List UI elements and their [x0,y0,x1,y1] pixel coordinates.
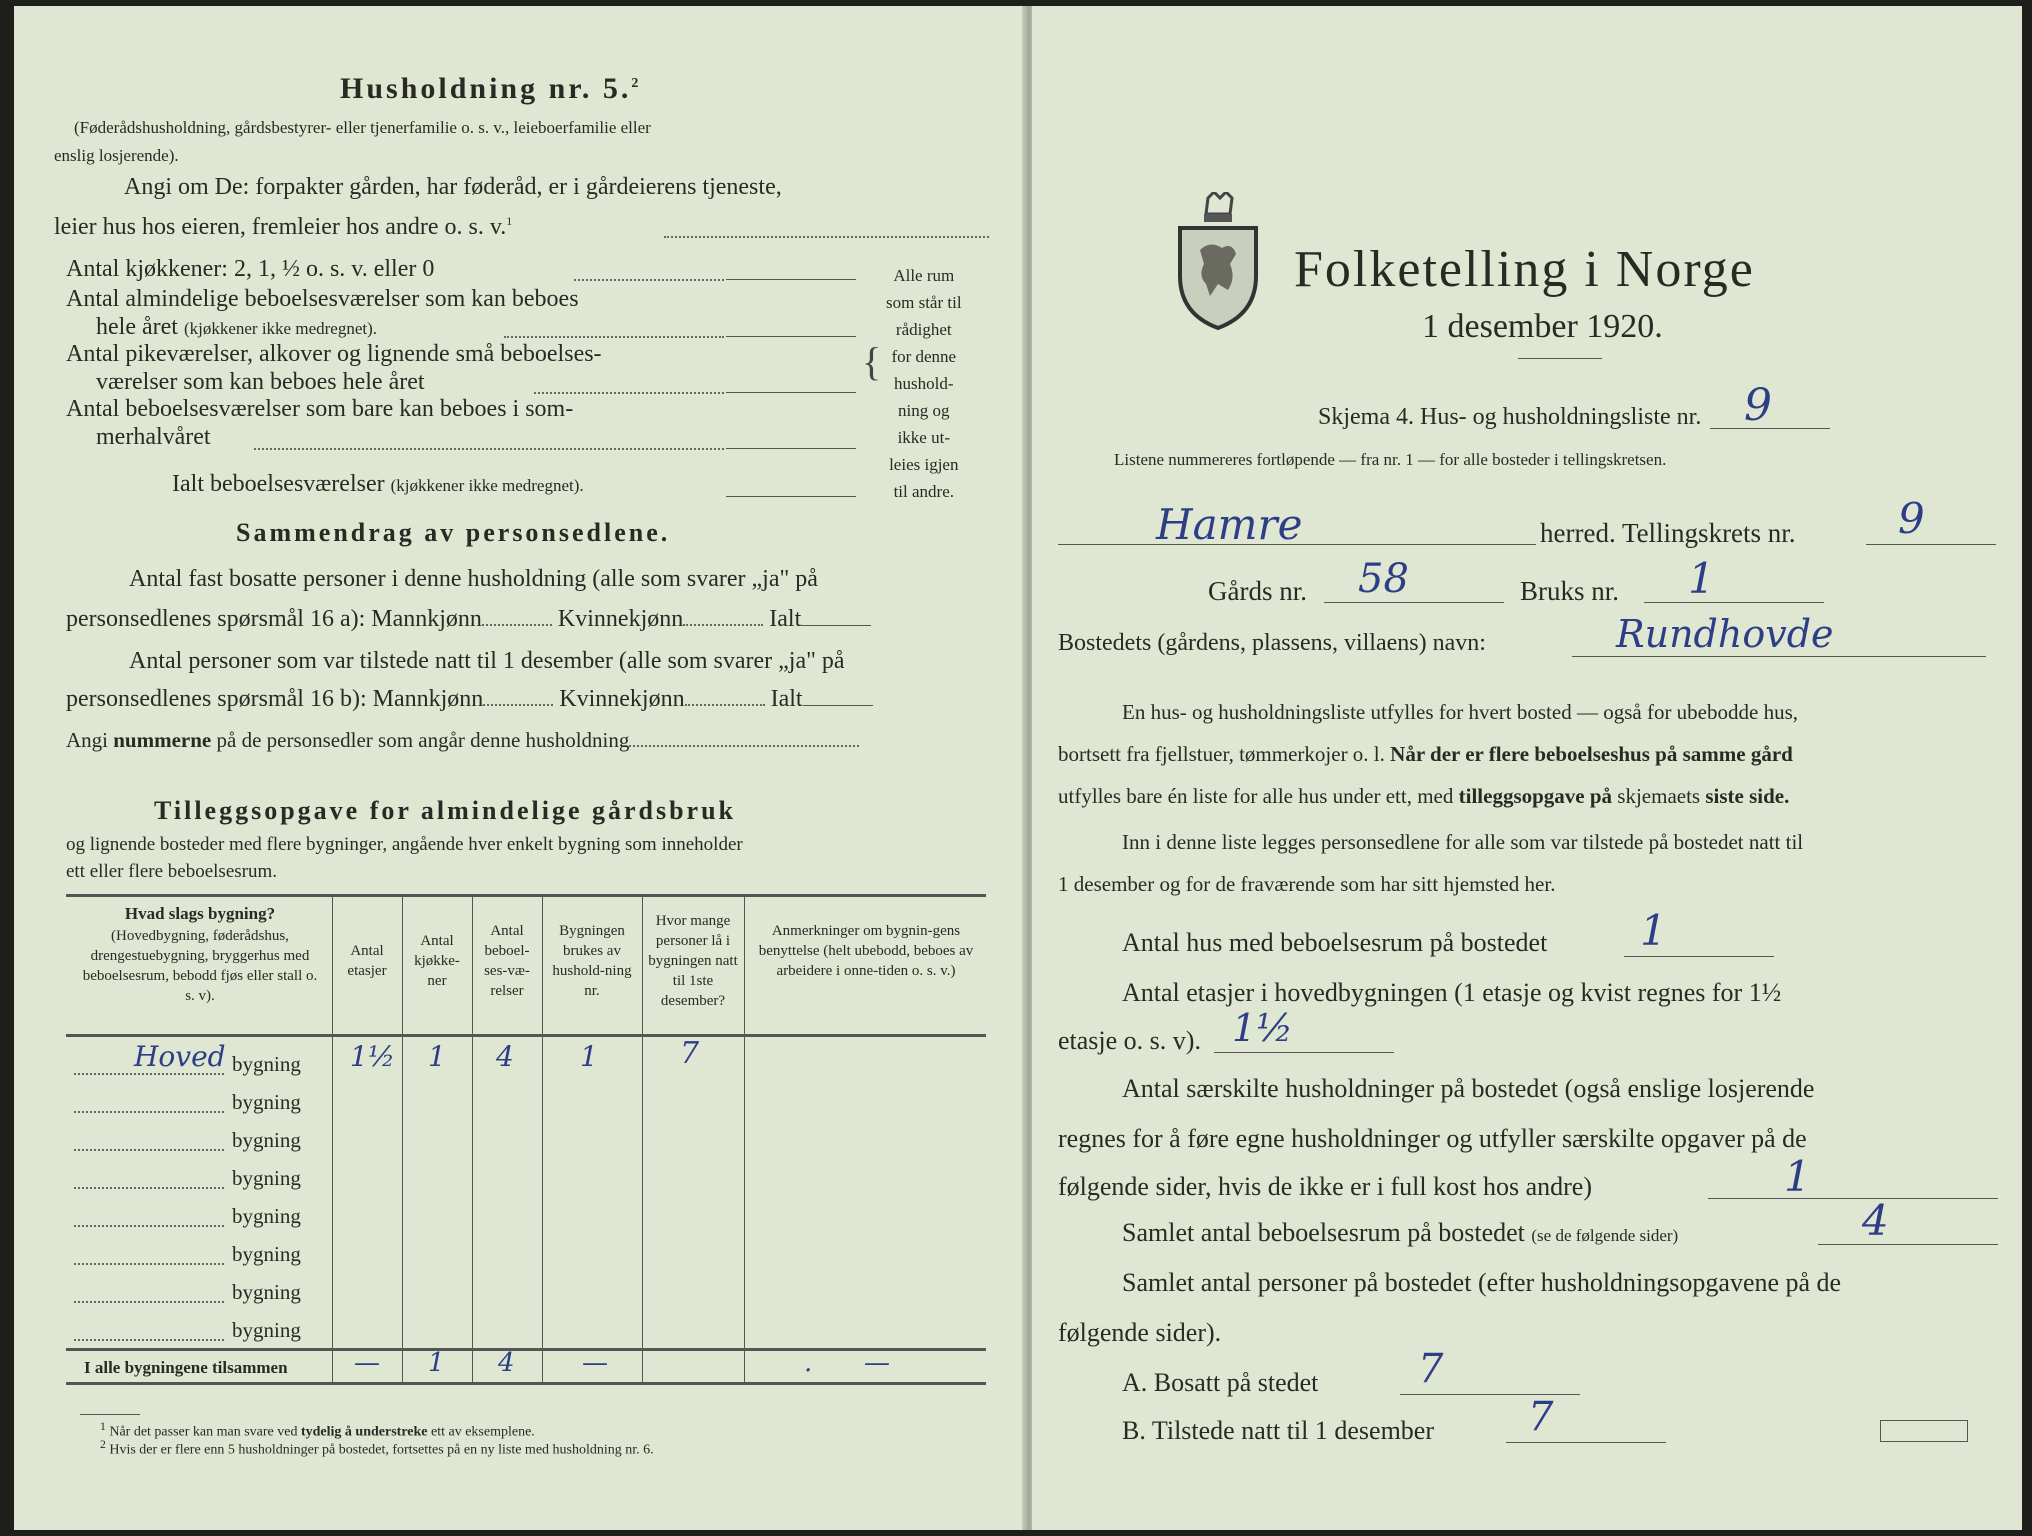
col-etasjer: Antal etasjer [347,943,387,979]
table-row: bygning [232,1280,301,1304]
table-row: bygning [232,1242,301,1266]
q-pers-1: Samlet antal personer på bostedet (efter husholdningsopgavene på de [1122,1268,1842,1297]
tilstede-line1: Antal personer som var tilstede natt til 1 desember (alle som svarer „ja" på [129,648,845,674]
gards-value: 58 [1358,556,1409,602]
tilstede-line2: personsedlenes spørsmål 16 b): Mannkjønn Kvinnekjønn Ialt [66,686,873,713]
household-title: Husholdning nr. 5.$^2$ [340,72,642,105]
footnote-2: $^2$ Hvis der er flere enn 5 husholdninger på bostedet, fortsettes på en ny liste med husholdning nr. 6. [100,1438,654,1458]
pike-question-2: værelser som kan beboes hele året [96,369,425,395]
a-bosatt-value: 7 [1418,1346,1444,1392]
ialt-rooms: Ialt beboelsesværelser (kjøkkener ikke medregnet). [172,471,584,497]
fast-line2: personsedlenes spørsmål 16 a): Mannkjønn Kvinnekjønn Ialt [66,606,871,633]
household-subtitle-line1: (Føderådshusholdning, gårdsbestyrer- eller tjenerfamilie o. s. v., leieboerfamilie eller [74,118,651,137]
alm-question-2: hele året (kjøkkener ikke medregnet). [96,314,377,340]
col-rum: Antal beboel-ses-væ-relser [484,923,530,999]
col-kjokkener: Antal kjøkke-ner [414,933,460,989]
table-row: bygning [232,1090,301,1114]
listene-note: Listene nummereres fortløpende — fra nr. 1 — for alle bosteder i tellingskretsen. [1114,450,1667,469]
household-subtitle-line2: enslig losjerende). [54,146,179,165]
b-tilstede-value: 7 [1528,1394,1554,1440]
sommer-question-2: merhalvåret [96,424,211,450]
coat-of-arms-icon [1170,192,1266,332]
left-page: Husholdning nr. 5.$^2$ (Føderådshusholdning, gårdsbestyrer- eller tjenerfamilie o. s. v., leieboerfamilie eller enslig losjerende). Angi om De: forpakter gården, har føderåd, er i gårdeierens tjeneste, leier hus hos eieren, fremleier hos andre o. s. v.$^1$ Antal kjøkkener: 2, 1, ½ o. s. v. eller 0 Antal almindelige beboelsesværelser som kan beboes hele året (kjøkkener ikke medregnet). Antal pikeværelser, alkover og lignende små beboelses- værelser som kan beboes hele året Antal beboelsesværelser som bare kan beboes i som- merhalvåret Ialt beboelsesværelser (kjøkkener ikke medregnet). { Alle rum som står til rådighet for denne hushold- ning og ikke ut- leies igjen til andre. Sammendrag av personsedlene. Antal fast bosatte personer i denne husholdning (alle som svarer „ja" på personsedlenes spørsmål 16 a): Mannkjønn Kvinnekjønn Ialt Antal personer som var tilstede natt til 1 desember (alle som svarer „ja" på personsedlenes spørsmål 16 b): Mannkjønn Kvinnekjønn Ialt Angi nummerne på de personsedler som angår denne husholdning Tilleggsopgave for almindelige gårdsbruk og lignende bosteder med flere bygninger, angående hver enkelt bygning som inneholder ett eller flere beboelsesrum. Hvad slags bygning? (Hovedbygning, føderådshus, drengestuebygning, bryggerhus med beboelsesrum, bebodd fjøs eller stall o. s. v). Antal etasjer Antal kjøkke-ner Antal beboel-ses-væ-relser Bygningen brukes av hushold-ning nr. Hvor mange personer lå i bygningen natt til 1ste desember? Anmerkninger om bygnin-gens benyttelse (helt ubebodd, beboes av arbeidere i onne-tiden o. s. v.) Hoved bygning 1½ 1 4 1 7 bygning bygning bygning bygning bygning bygning bygning I alle bygningene tilsammen — 1 4 — . — $^1$ Når det passer kan man svare ved tydelig å understreke ett av eksemplene. $^2$ Hvis der er flere enn 5 husholdninger på bostedet, fortsettes på en ny liste med husholdning nr. 6. [14,6,1026,1530]
census-title: Folketelling i Norge [1294,241,1755,298]
footnote-1: $^1$ Når det passer kan man svare ved tydelig å understreke ett av eksemplene. [100,1420,535,1440]
col-anmerkninger: Anmerkninger om bygnin-gens benyttelse (helt ubebodd, beboes av arbeidere i onne-tiden o. s. v.) [758,923,974,979]
summary-title: Sammendrag av personsedlene. [236,518,671,547]
tillegg-title: Tilleggsopgave for almindelige gårdsbruk [154,796,737,825]
census-date: 1 desember 1920. [1422,308,1663,345]
a-etasjer: 1½ [1232,1006,1294,1050]
q-hus: Antal hus med beboelsesrum på bostedet [1122,928,1548,957]
nummer-line: Angi nummerne på de personsedler som angår denne husholdning [66,728,859,753]
a-hush: 1 [1784,1152,1811,1201]
a-hus: 1 [1640,906,1667,955]
tillegg-line2: ett eller flere beboelsesrum. [66,861,278,882]
instr-line4: Inn i denne liste legges personsedlene for alle som var tilstede på bostedet natt til [1122,830,1804,854]
bosted-value: Rundhovde [1616,612,1834,656]
herred-label: herred. Tellingskrets nr. [1540,518,1796,548]
instr-line2: bortsett fra fjellstuer, tømmerkojer o. l. Når der er flere beboelseshus på samme gård [1058,742,1793,766]
side-note: Alle rum som står til rådighet for denne hushold- ning og ikke ut- leies igjen til andre. [886,266,962,501]
sommer-question-1: Antal beboelsesværelser som bare kan beboes i som- [66,396,574,422]
col-type-title: Hvad slags bygning? [124,904,276,923]
liste-nr-value: 9 [1744,380,1772,431]
right-page [1032,6,2022,1530]
kitchens-question: Antal kjøkkener: 2, 1, ½ o. s. v. eller 0 [66,256,435,282]
gards-label: Gårds nr. [1208,576,1307,606]
pike-question-1: Antal pikeværelser, alkover og lignende små beboelses- [66,341,602,367]
skjema-line: Skjema 4. Hus- og husholdningsliste nr. [1318,404,1702,430]
angi-line2: leier hus hos eieren, fremleier hos andre o. s. v.$^1$ [54,214,513,240]
angi-line1: Angi om De: forpakter gården, har føderåd, er i gårdeierens tjeneste, [124,174,782,200]
printer-stamp [1880,1420,1968,1442]
herred-value: Hamre [1156,500,1303,549]
q-hush-3: følgende sider, hvis de ikke er i full kost hos andre) [1058,1172,1592,1201]
a-bosatt-label: A. Bosatt på stedet [1122,1368,1319,1397]
bruks-label: Bruks nr. [1520,576,1620,606]
alm-question-1: Antal almindelige beboelsesværelser som kan beboes [66,286,579,312]
q-etasjer-2: etasje o. s. v). [1058,1026,1201,1055]
q-hush-1: Antal særskilte husholdninger på bostedet (også enslige losjerende [1122,1074,1815,1103]
a-rum: 4 [1862,1196,1889,1245]
q-rum: Samlet antal beboelsesrum på bostedet (se de følgende sider) [1122,1218,1679,1247]
col-husholdning: Bygningen brukes av hushold-ning nr. [552,923,632,999]
brace: { [862,339,882,384]
fast-line1: Antal fast bosatte personer i denne husholdning (alle som svarer „ja" på [129,566,818,592]
q-etasjer-1: Antal etasjer i hovedbygningen (1 etasje og kvist regnes for 1½ [1122,978,1782,1007]
table-row: bygning [232,1166,301,1190]
b-tilstede-label: B. Tilstede natt til 1 desember [1122,1416,1434,1445]
col-personer: Hvor mange personer lå i bygningen natt til 1ste desember? [648,913,738,1009]
table-row: bygning [232,1128,301,1152]
krets-value: 9 [1898,494,1925,543]
bruks-value: 1 [1688,554,1715,603]
q-hush-2: regnes for å føre egne husholdninger og utfyller særskilte opgaver på de [1058,1124,1807,1153]
instr-line3: utfylles bare én liste for alle hus under ett, med tilleggsopgave på skjemaets siste side. [1058,784,1790,808]
table-row: bygning [232,1318,301,1342]
bosted-label: Bostedets (gårdens, plassens, villaens) navn: [1058,630,1486,656]
instr-line1: En hus- og husholdningsliste utfylles for hvert bosted — også for ubebodde hus, [1122,700,1798,724]
instr-line5: 1 desember og for de fraværende som har sitt hjemsted her. [1058,872,1556,896]
q-pers-2: følgende sider). [1058,1318,1222,1347]
table-row: bygning [232,1204,301,1228]
col-type-text: (Hovedbygning, føderådshus, drengestuebygning, bryggerhus med beboelsesrum, bebodd fjøs eller stall o. s. v). [82,928,318,1004]
tillegg-line1: og lignende bosteder med flere bygninger, angående hver enkelt bygning som inneholder [66,834,743,855]
